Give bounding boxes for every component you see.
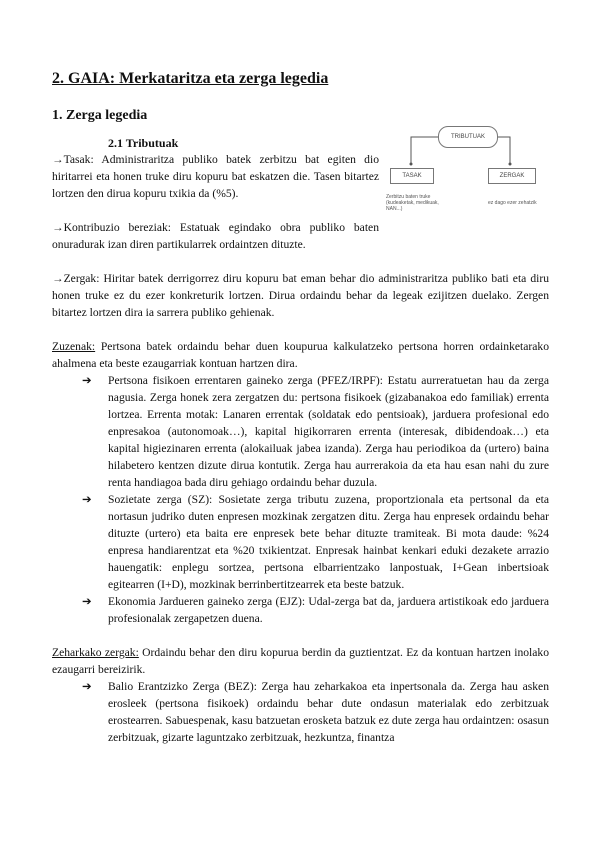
list-item: ➔ Pertsona fisikoen errentaren gaineko zerga (PFEZ/IRPF): Estatu aurreratuetan hau da zerga nagusia. Zerga honek zera zergatzen du: pertsona fisikoek (gizabanakoa edo familiak) errenta lortzea. Errenta motak: Lanaren errentak (soldatak edo pentsioak), jarduera profesional edo enpresakoa (autonomoak…), kapital higikorraren errenta (interesak, dibidendoak…) eta kapital higiezinaren errenta (alokailuak jabea izanda). Zerga hau periodikoa da (urtero) baina hilabetero kentzen dizute dirua kontutik. Zerga hau aurrerakoia da eta hau esan nahi du zure renta handiagoa bada diru gehiago ordaindu behar duzula. xyxy=(82,374,549,489)
paragraph-zeharkako xyxy=(52,644,549,678)
arrow-bullet-icon: ➔ xyxy=(82,374,92,387)
zeharkako-text: Ordaindu behar den diru kopurua berdin da guztientzat. Ez da kontuan hartzen inolako ezaugarri bereizirik. xyxy=(52,646,549,676)
diagram-root: TRIBUTUAK xyxy=(438,126,498,148)
diagram-left-box: TASAK xyxy=(390,168,434,184)
subsection-title: 2.1 Tributuak xyxy=(108,136,179,150)
zeharkako-list xyxy=(52,678,549,746)
section-title: 1. Zerga legedia xyxy=(52,108,148,123)
paragraph-zuzenak xyxy=(52,338,549,372)
arrow-bullet-icon: ➔ xyxy=(82,680,92,693)
zuzenak-label: Zuzenak: xyxy=(52,340,96,353)
list-item: ➔ Sozietate zerga (SZ): Sosietate zerga tributu zuzena, proportzionala eta pertsonal da eta nortasun judriko duten enpresen mozkinak zergatzen ditu. Zerga hau enpresek ordaindu behar dituzte (urtero) eta baita ere enpresek bete behar dituzte tramiteak. Bi mota daude: %24 enpresa handiarentzat eta %20 txikientzat. Enpresak hainbat kenkari eduki dezakete arrazio hauengatik: enplegu sortzea, pertsona elbarrientzako lanpostuak, I+Gean inbertsioak egitearren (I+D), mozkinak berrinbertitzearrek eta beste batzuk. xyxy=(82,493,549,591)
diagram-right-box: ZERGAK xyxy=(488,168,536,184)
chapter-title: 2. GAIA: Merkataritza eta zerga legedia xyxy=(52,70,329,87)
paragraph-zergak: →Zergak: Hiritar batek derrigorrez diru kopuru bat eman behar dio administraritza publiko bati eta diru honen truke ez du ezer konkreturik lortzen. Dirua ordaindu behar da legeak ezijitzen duelako. Zergen bitartez lortzen dira ia sarrera publiko gehienak. xyxy=(52,272,549,319)
zuzenak-list xyxy=(52,372,549,627)
diagram-right-caption: ez dago ezer zehatzik xyxy=(488,200,537,206)
list-item: ➔ Ekonomia Jardueren gaineko zerga (EJZ): Udal-zerga bat da, jarduera artistikoak edo jarduera profesionalak zergapetzen duena. xyxy=(82,595,549,625)
document-page xyxy=(52,70,549,746)
diagram-left-caption: Zerbitzu baten truke (kudeaketak, medikuak, NAN...) xyxy=(386,194,439,212)
arrow-bullet-icon: ➔ xyxy=(82,595,92,608)
arrow-bullet-icon: ➔ xyxy=(82,493,92,506)
list-item: ➔ Balio Erantzizko Zerga (BEZ): Zerga hau zeharkakoa eta inpertsonala da. Zerga hau asken erosleek (pertsona fisikoek) ordaindu behar dute ondasun materialak edo zerbitzuak erostearren. Sabuespenak, kasu batzuetan erosketa batzuk ez dute zerga hau ordaintzen: osasun zerbitzuak, gizarte laguntzako zerbitzuak, hezkuntza, finantza xyxy=(82,680,549,744)
zeharkako-label: Zeharkako zergak: xyxy=(52,646,139,659)
paragraph-tasak: →Tasak: Administraritza publiko batek zerbitzu bat egiten dio hiritarrei eta honen truke diru kopuru bat eskatzen die. Tasen bitartez lortzen den dirua kopuru txikia da (%5). xyxy=(52,153,379,200)
paragraph-kontribuzio: →Kontribuzio bereziak: Estatuak egindako obra publiko baten onuradurak izan diren partikularrek ordaintzen dituzte. xyxy=(52,221,379,251)
zuzenak-text: Pertsona batek ordaindu behar duen koupurua kalkulatzeko pertsona horren ordainketarako ahalmena eta beste ezaugarriak kontuan hartzen dira. xyxy=(52,340,549,370)
